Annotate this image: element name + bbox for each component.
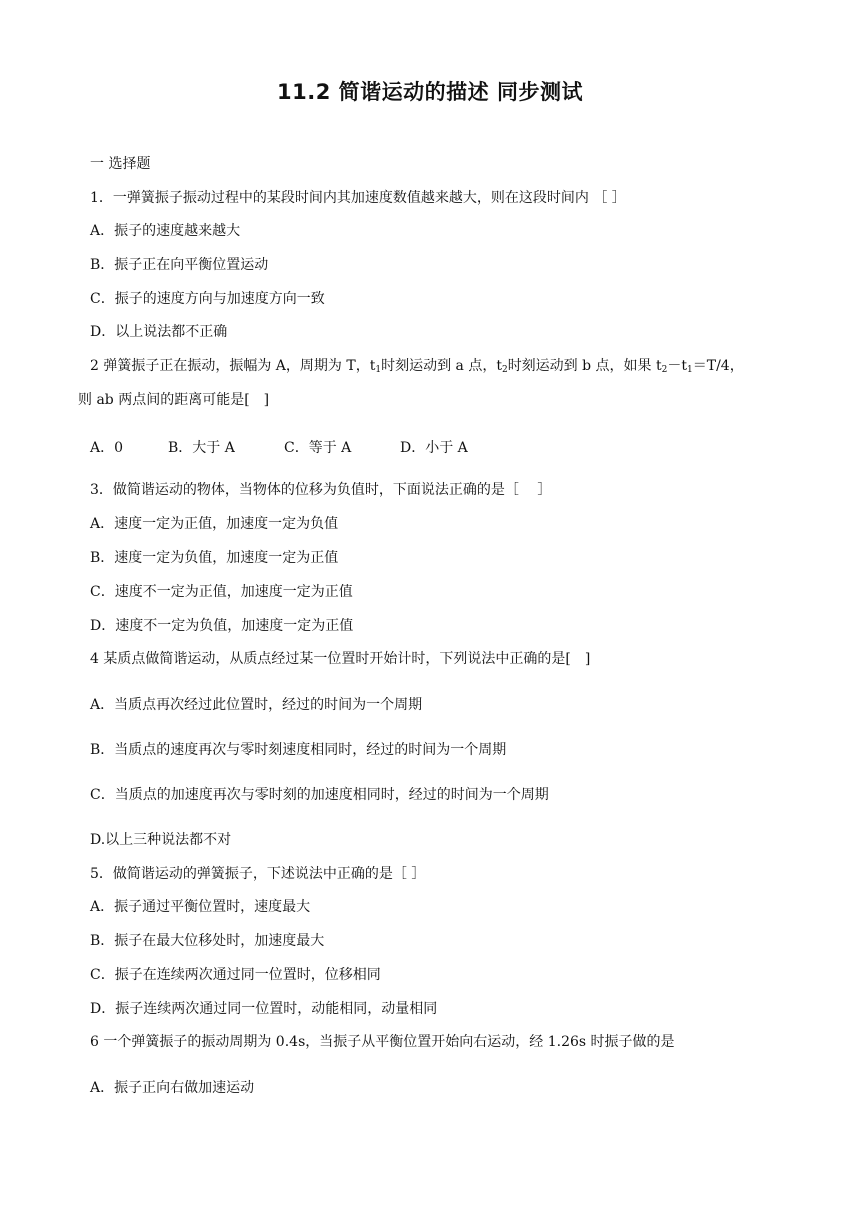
question-1-option-b: B．振子正在向平衡位置运动 [90,257,269,273]
question-5-stem: 5．做简谐运动的弹簧振子，下述说法中正确的是［ ］ [90,866,426,882]
question-5-option-a: A．振子通过平衡位置时，速度最大 [90,899,311,915]
question-2-options [90,437,468,457]
page-title: 11.2 简谐运动的描述 同步测试 [277,80,583,104]
question-3-option-c: C．速度不一定为正值，加速度一定为正值 [90,584,353,600]
question-2-stem-part4: －t [667,358,688,374]
question-5-option-b: B．振子在最大位移处时，加速度最大 [90,933,325,949]
question-4-stem: 4 某质点做简谐运动，从质点经过某一位置时开始计时，下列说法中正确的是[ ] [90,651,591,667]
question-3-option-d: D．速度不一定为负值，加速度一定为正值 [90,618,354,634]
question-4-option-b: B．当质点的速度再次与零时刻速度相同时，经过的时间为一个周期 [90,742,507,758]
question-1-option-d: D．以上说法都不正确 [90,324,228,340]
question-6-stem: 6 一个弹簧振子的振动周期为 0.4s，当振子从平衡位置开始向右运动，经 1.26s 时振子做的是 [90,1034,675,1050]
question-2-sub2: 2 [501,365,508,375]
question-6-option-a: A．振子正向右做加速运动 [90,1080,255,1096]
question-2-option-c: C．等于 A [284,440,352,456]
question-4-option-c: C．当质点的加速度再次与零时刻的加速度相同时，经过的时间为一个周期 [90,787,549,803]
question-2-stem-part3: 时刻运动到 b 点，如果 t [507,358,662,374]
question-2-option-d: D．小于 A [400,440,468,456]
question-2-option-b: B．大于 A [168,440,235,456]
question-1-option-c: C．振子的速度方向与加速度方向一致 [90,291,325,307]
question-2-stem [90,357,744,379]
question-2-stem-continued: 则 ab 两点间的距离可能是[ ] [78,392,270,408]
question-1-stem: 1．一弹簧振子振动过程中的某段时间内其加速度数值越来越大，则在这段时间内 ［ ］ [90,190,626,206]
question-3-stem: 3．做简谐运动的物体，当物体的位移为负值时，下面说法正确的是［ ］ [90,482,552,498]
question-4-option-d: D.以上三种说法都不对 [90,832,232,848]
question-5-option-c: C．振子在连续两次通过同一位置时，位移相同 [90,967,381,983]
question-5-option-d: D．振子连续两次通过同一位置时，动能相同，动量相同 [90,1001,438,1017]
section-heading: 一 选择题 [90,156,151,172]
question-1-option-a: A．振子的速度越来越大 [90,223,241,239]
question-2-stem-part1: 2 弹簧振子正在振动，振幅为 A，周期为 T，t [90,358,376,374]
question-3-option-b: B．速度一定为负值，加速度一定为正值 [90,550,339,566]
question-2-sub3: 2 [661,365,668,375]
question-2-sub4: 1 [687,365,693,375]
question-4-option-a: A．当质点再次经过此位置时，经过的时间为一个周期 [90,697,423,713]
question-2-stem-part5: ＝T/4， [692,358,744,374]
question-2-sub1: 1 [375,365,382,375]
question-2-option-a: A．0 [90,440,124,456]
question-2-stem-part2: 时刻运动到 a 点，t [381,358,502,374]
question-3-option-a: A．速度一定为正值，加速度一定为负值 [90,516,339,532]
